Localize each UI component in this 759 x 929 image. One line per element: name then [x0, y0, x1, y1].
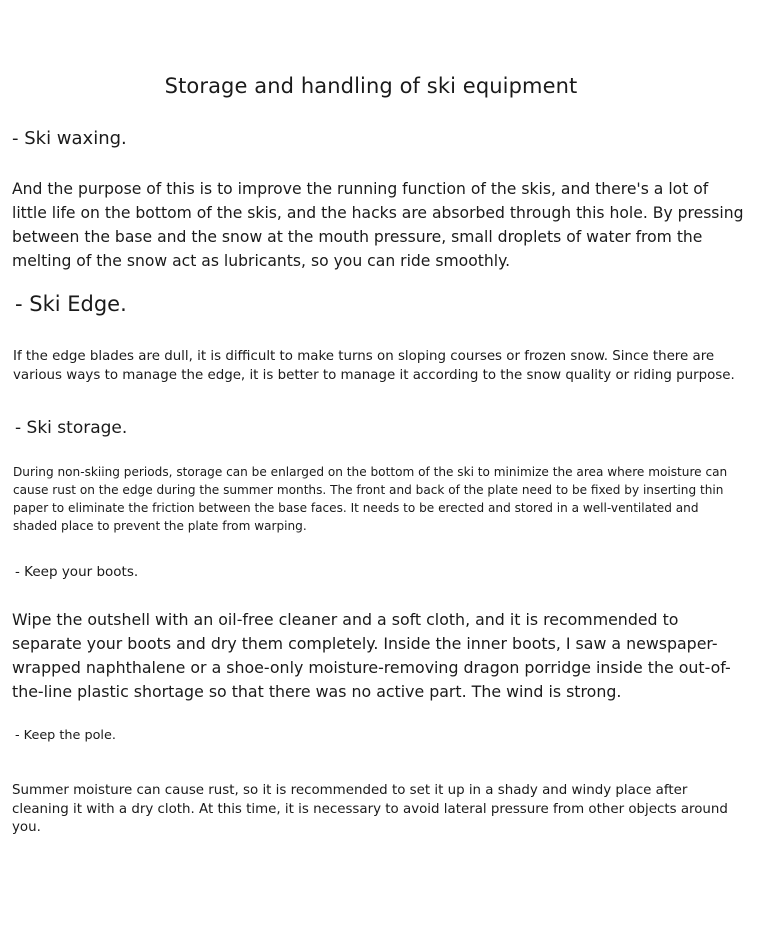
section-body-ski-edge: If the edge blades are dull, it is difficult to make turns on sloping courses or frozen snow. Since there are various ways to manage the edge, it is better to manage it according to the snow quality or riding purpose.: [13, 349, 735, 383]
section-heading-ski-storage: - Ski storage.: [15, 418, 128, 438]
section-body-ski-storage: During non-skiing periods, storage can be enlarged on the bottom of the ski to minimize the area where moisture can cause rust on the edge during the summer months. The front and back of the plate need to be fixed by inserting thin paper to eliminate the friction between the base faces. It needs to be erected and stored in a well-ventilated and shaded place to prevent the plate from warping.: [13, 465, 728, 533]
page-title: Storage and handling of ski equipment: [164, 74, 578, 98]
section-heading-ski-edge: - Ski Edge.: [15, 292, 127, 316]
section-heading-keep-boots: - Keep your boots.: [15, 564, 139, 580]
section-body-keep-boots: Wipe the outshell with an oil-free cleaner and a soft cloth, and it is recommended to separate your boots and dry them completely. Inside the inner boots, I saw a newspaper-wrapped naphthalene or a shoe-only moisture-removing dragon porridge inside the out-of-the-line plastic shortage so that there was no active part. The wind is strong.: [12, 610, 731, 701]
section-heading-ski-waxing: - Ski waxing.: [12, 128, 127, 149]
section-body-ski-waxing: And the purpose of this is to improve the running function of the skis, and there's a lot of little life on the bottom of the skis, and the hacks are absorbed through this hole. By pressing between the base and the snow at the mouth pressure, small droplets of water from the melting of the snow act as lubricants, so you can ride smoothly.: [12, 180, 744, 270]
section-heading-keep-pole: - Keep the pole.: [15, 728, 116, 743]
section-body-keep-pole: Summer moisture can cause rust, so it is recommended to set it up in a shady and windy place after cleaning it with a dry cloth. At this time, it is necessary to avoid lateral pressure from other objects around you.: [12, 783, 728, 835]
